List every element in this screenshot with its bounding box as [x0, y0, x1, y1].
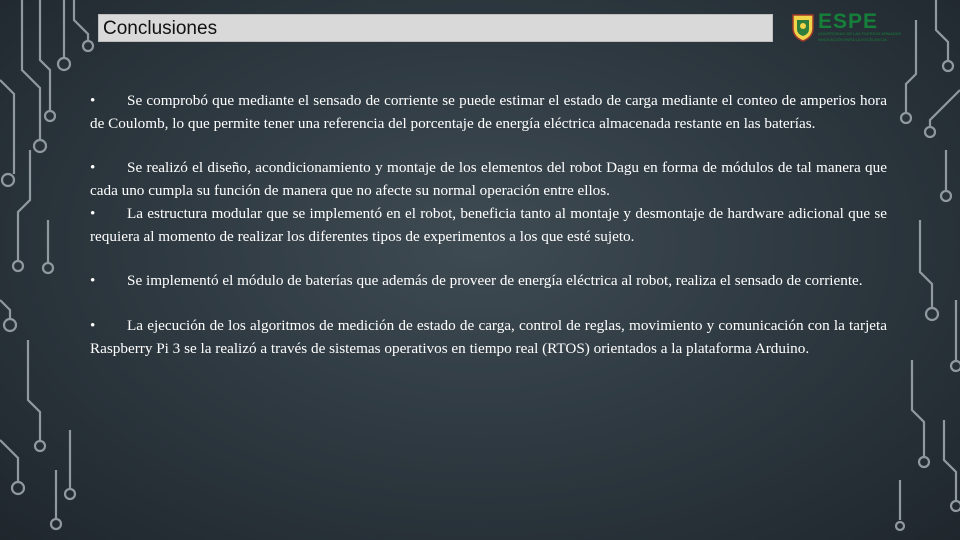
conclusion-item: [90, 90, 887, 135]
logo-wordmark: ESPE: [818, 10, 879, 33]
bullet: •: [90, 272, 96, 290]
bullet: •: [90, 159, 96, 177]
bullet: •: [90, 92, 96, 109]
conclusion-item: [90, 203, 887, 248]
crest-icon: [790, 12, 816, 42]
espe-logo: [790, 12, 900, 44]
title-bar: [98, 14, 773, 42]
conclusion-text: Se comprobó que mediante el sensado de corriente se puede estimar el estado de carga mediante el conteo de amperios hora de Coulomb, lo que permite tener una referencia del porcentaje de energía eléctrica almacenada restante en las baterías.: [90, 92, 887, 132]
conclusion-item: [90, 315, 887, 360]
logo-tagline: INNOVACIÓN PARA LA EXCELENCIA: [818, 37, 887, 42]
conclusions-body: [90, 90, 887, 360]
conclusion-text: La estructura modular que se implementó en el robot, beneficia tanto al montaje y desmontaje de hardware adicional que se requiera al momento de realizar los diferentes tipos de experimentos a los que esté sujeto.: [90, 204, 887, 245]
bullet: •: [90, 316, 96, 334]
conclusion-text: Se implementó el módulo de baterías que además de proveer de energía eléctrica al robot, realiza el sensado de corriente.: [127, 272, 863, 290]
logo-subtitle: UNIVERSIDAD DE LAS FUERZAS ARMADAS: [818, 31, 902, 36]
conclusion-item: [90, 157, 887, 202]
conclusion-text: La ejecución de los algoritmos de medición de estado de carga, control de reglas, movimiento y comunicación con la tarjeta Raspberry Pi 3 se la realizó a través de sistemas operativos en tiempo real (RTOS) orientados a la plataforma Arduino.: [90, 316, 887, 357]
conclusion-text: Se realizó el diseño, acondicionamiento y montaje de los elementos del robot Dagu en forma de módulos de tal manera que cada uno cumpla su función de manera que no afecte su normal operación entre ellos.: [90, 159, 887, 200]
bullet: •: [90, 204, 96, 222]
slide-title: Conclusiones: [103, 18, 218, 39]
conclusion-item: [90, 270, 887, 293]
